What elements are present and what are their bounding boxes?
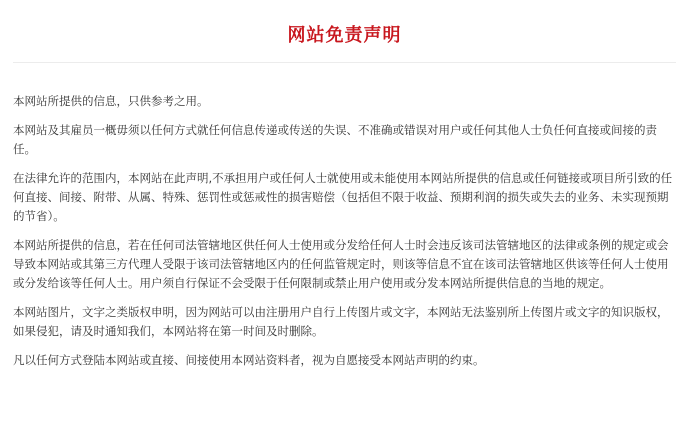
paragraph-jurisdiction: 本网站所提供的信息，若在任何司法管辖地区供任何人士使用或分发给任何人士时会违反该司法管辖地区的法律或条例的规定或会导致本网站或其第三方代理人受限于该司法管辖地区内的任何监管规定时，则该等信息不宜在该司法管辖地区供该等任何人士使用或分发给该等任何人士。用户须自行保证不会受限于任何限制或禁止用户使用或分发本网站所提供信息的当地的规定。 (13, 238, 669, 290)
paragraph-damages-exclusion: 在法律允许的范围内，本网站在此声明,不承担用户或任何人士就使用或未能使用本网站所提供的信息或任何链接或项目所引致的任何直接、间接、附带、从属、特殊、惩罚性或惩戒性的损害赔偿（包括但不限于收益、预期利润的损失或失去的业务、未实现预期的节省）。 (13, 171, 673, 223)
paragraph-copyright: 本网站图片，文字之类版权申明，因为网站可以由注册用户自行上传图片或文字，本网站无法鉴别所上传图片或文字的知识版权，如果侵犯，请及时通知我们，本网站将在第一时间及时删除。 (13, 305, 669, 338)
paragraph-acceptance: 凡以任何方式登陆本网站或直接、间接使用本网站资料者，视为自愿接受本网站声明的约束。 (13, 353, 485, 367)
disclaimer-content (13, 92, 676, 380)
paragraph-reference-only: 本网站所提供的信息，只供参考之用。 (13, 94, 209, 108)
title-divider (13, 62, 676, 63)
paragraph-no-liability: 本网站及其雇员一概毋须以任何方式就任何信息传递或传送的失误、不准确或错误对用户或任何其他人士负任何直接或间接的责任。 (13, 123, 657, 156)
page-title: 网站免责声明 (287, 25, 402, 46)
